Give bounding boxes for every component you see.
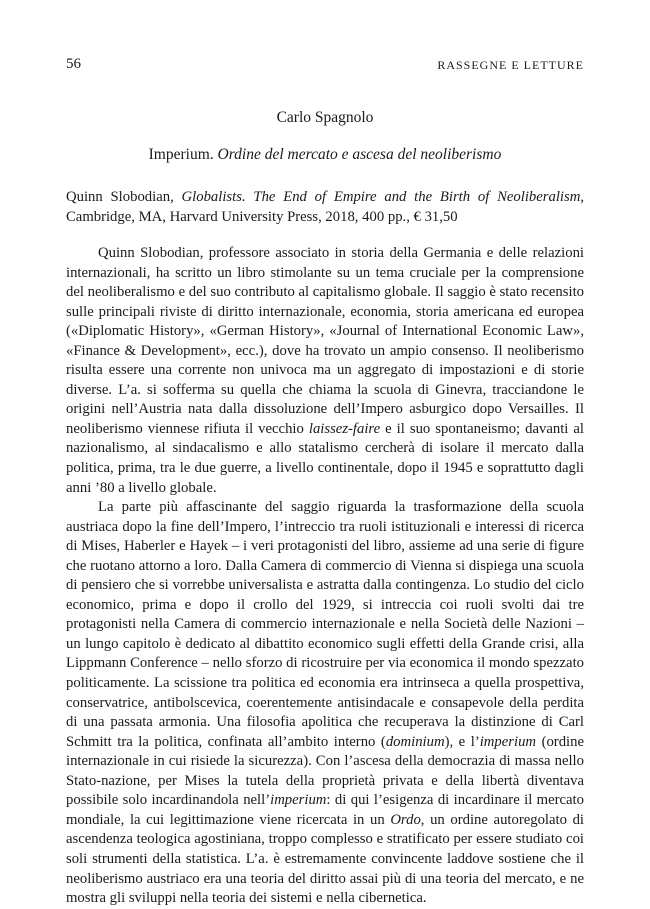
- paragraph-2-text-1: La parte più affascinante del saggio riguarda la trasformazione della scuola austriaca dopo la fine dell’Impero, l’intreccio tra ruoli istituzionali e interessi di ricerca di Mises, Haberler e Hayek – i veri protagonisti del libro, assieme ad una serie di figure che ruotano attorno a loro. Dalla Camera di commercio di Vienna si dispiega una scuola di pensiero che si vorrebbe universalista e astratta dalla contingenza. Lo studio del ciclo economico, prima e dopo il crollo del 1929, si intreccia coi ruoli svolti dai tre protagonisti nella Camera di commercio internazionale e nella Società delle Nazioni – un lungo capitolo è dedicato al dibattito economico sugli effetti della Grande crisi, alla Lippmann Conference – nello sforzo di ricostruire per via economica il mondo spezzato politicamente. La scissione tra politica ed economia era intrinseca a quella prospettiva, conservatrice, antibolscevica, coerentemente antisindacale e consapevole della perdita di una passata armonia. Una filosofia apolitica che recuperava la distinzione di Carl Schmitt tra la politica, confinata all’ambito interno (: [66, 499, 584, 750]
- review-body: [66, 244, 584, 909]
- review-author: Carlo Spagnolo: [276, 109, 374, 126]
- review-title: [66, 146, 584, 164]
- book-citation: [66, 188, 584, 227]
- paragraph-2-text-2: ), e l’: [444, 733, 480, 750]
- running-head: [66, 56, 584, 76]
- paragraph-2-text-4: : di qui l’esigenza di incardinare il mercato mondiale, la cui legittimazione viene ricercata in un: [66, 792, 584, 828]
- review-title-italic: Ordine del mercato e ascesa del neoliberismo: [217, 146, 502, 163]
- paragraph-2-text-5: , un ordine autoregolato di ascendenza teologica agostiniana, troppo complesso e stratificato per essere studiato coi soli strumenti della statistica. L’a. è estremamente convincente laddove sostiene che il neoliberismo austriaco era una teoria del diritto assai più di una teoria del mercato, e ne mostra gli sviluppi nella teoria dei sistemi e nella cibernetica.: [66, 811, 585, 907]
- paragraph-1-text-2: e il suo spontaneismo; davanti al nazionalismo, al sindacalismo e allo statalismo cercherà di isolare il mercato dalla politica, prima, tra le due guerre, a livello continentale, dopo il 1945 e soprattutto dagli anni ’80 a livello globale.: [66, 420, 584, 496]
- paragraph-2: [66, 498, 584, 908]
- paragraph-2-italic-1: dominium: [385, 733, 445, 750]
- paragraph-2-italic-3: imperium: [270, 792, 327, 809]
- citation-author: Quinn Slobodian,: [66, 189, 182, 205]
- paragraph-1: [66, 244, 584, 498]
- paragraph-2-italic-4: Ordo: [390, 811, 421, 828]
- citation-details: , Cambridge, MA, Harvard University Press, 2018, 400 pp., € 31,50: [66, 189, 584, 225]
- section-title: RASSEGNE E LETTURE: [437, 58, 584, 72]
- paragraph-2-text-3: (ordine internazionale in cui risiede la sicurezza). Con l’ascesa della democrazia di massa nello Stato-nazione, per Mises la tutela della proprietà privata e della libertà diventava possibile solo incardinandola nell’: [66, 733, 584, 809]
- paragraph-1-italic-1: laissez-faire: [308, 420, 381, 437]
- citation-book-title: Globalists. The End of Empire and the Birth of Neoliberalism: [181, 189, 581, 205]
- paragraph-1-text-1: Quinn Slobodian, professore associato in storia della Germania e delle relazioni internazionali, ha scritto un libro stimolante su un tema cruciale per la comprensione del neoliberalismo e del suo contributo al capitalismo globale. Il saggio è stato recensito sulle principali riviste di diritto internazionale, economia, storia americana ed europea («Diplomatic History», «German History», «Journal of International Economic Law», «Finance & Development», ecc.), dove ha trovato un ampio consenso. Il neoliberismo risulta essere una corrente non univoca ma un aggregato di impostazioni e di storie diverse. L’a. si sofferma su quella che chiama la scuola di Ginevra, tracciandone le origini nell’Austria nata dalla dissoluzione dell’Impero asburgico dopo Versailles. Il neoliberismo viennese rifiuta il vecchio: [66, 245, 584, 437]
- page-number: 56: [66, 56, 81, 72]
- review-title-roman: Imperium.: [148, 146, 218, 163]
- paragraph-2-italic-2: imperium: [479, 733, 537, 750]
